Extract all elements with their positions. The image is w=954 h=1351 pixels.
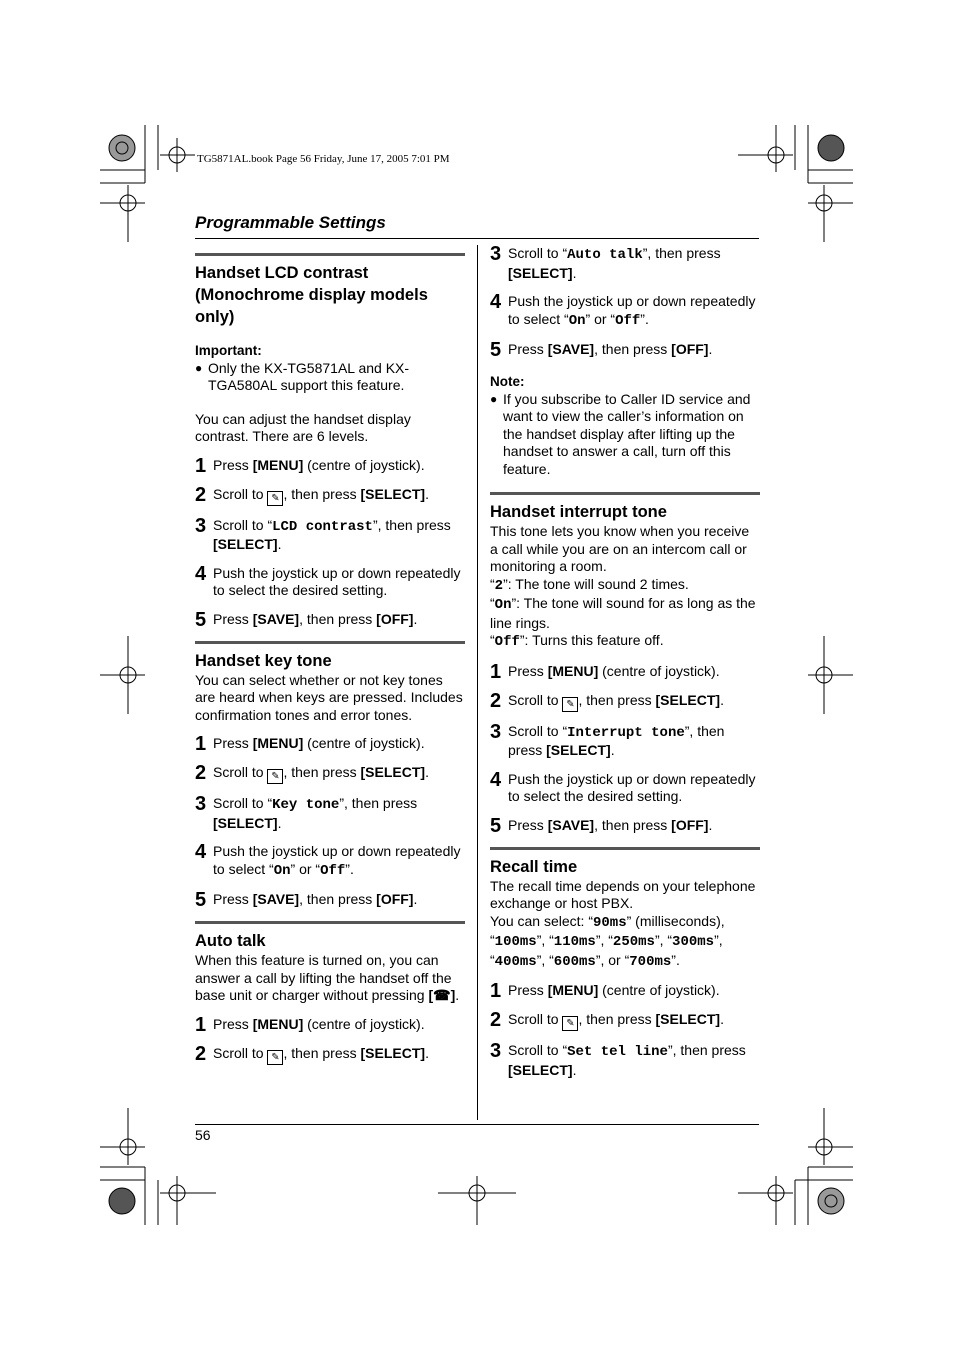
step-1: 1 Press [MENU] (centre of joystick). (195, 1013, 425, 1036)
option-off: “Off”: Turns this feature off. (490, 632, 664, 650)
step-1: 1 Press [MENU] (centre of joystick). (195, 454, 425, 477)
section-title: Handset interrupt tone (490, 503, 667, 521)
step-1: 1 Press [MENU] (centre of joystick). (490, 660, 720, 683)
settings-icon: ✎ (267, 769, 283, 784)
step-5: 5 Press [SAVE], then press [OFF]. (195, 608, 418, 631)
section-bar (490, 492, 760, 495)
settings-icon: ✎ (562, 1016, 578, 1031)
step-1: 1 Press [MENU] (centre of joystick). (195, 733, 425, 755)
step-3: 3 Scroll to “Interrupt tone”, then press [SELECT]. (490, 720, 725, 758)
section-auto-talk (195, 921, 465, 1065)
section-bar (195, 921, 465, 924)
step-3: 3 Scroll to “Set tel line”, then press [SELECT]. (490, 1040, 746, 1078)
page-number: 56 (195, 1127, 211, 1143)
bullet-dot: ● (490, 391, 498, 406)
section-bar (195, 253, 465, 256)
step-2: 2 Scroll to ✎ , then press [SELECT]. (490, 689, 724, 712)
autotalk-step-3: 3 Scroll to “Auto talk”, then press [SELECT]. (490, 243, 721, 281)
step-1: 1 Press [MENU] (centre of joystick). (490, 980, 720, 1002)
section-key-tone (195, 641, 465, 910)
step-5: 5 Press [SAVE], then press [OFF]. (195, 889, 418, 911)
step-4: 4 Push the joystick up or down repeatedly to select the desired setting. (195, 562, 461, 598)
step-2: 2 Scroll to ✎ , then press [SELECT]. (195, 483, 429, 506)
settings-icon: ✎ (267, 1050, 283, 1065)
important-bullet (195, 360, 465, 395)
step-4: 4 Push the joystick up or down repeatedly to select the desired setting. (490, 768, 756, 804)
section-recall-time (490, 847, 760, 1080)
step-2: 2 Scroll to ✎ , then press [SELECT]. (195, 762, 429, 784)
step-3: 3 Scroll to “LCD contrast”, then press [SELECT]. (195, 514, 451, 552)
intro-text: You can select whether or not key tones are heard when keys are pressed. Includes confirmation tones and error tones. (195, 671, 463, 723)
option-on: “On”: The tone will sound for as long as the line rings. (490, 595, 756, 631)
section-title: Recall time (490, 857, 578, 876)
autotalk-step-5: 5 Press [SAVE], then press [OFF]. (490, 339, 713, 361)
header-rule (195, 238, 759, 239)
talk-key-icon: [☎] (428, 987, 456, 1003)
left-column (195, 245, 465, 1065)
step-4: 4 Push the joystick up or down repeatedly to select “On” or “Off”. (195, 841, 461, 879)
intro-text: When this feature is turned on, you can answer a call by lifting the handset off the base unit or charger without pressing [☎]. (195, 952, 460, 1003)
right-column (490, 245, 760, 1079)
section-bar (195, 641, 465, 644)
step-3: 3 Scroll to “Key tone”, then press [SELECT]. (195, 793, 418, 831)
intro-text: This tone lets you know when you receive a call while you are on an intercom call or monitoring a room. (490, 523, 750, 574)
section-interrupt-tone (490, 492, 760, 835)
intro-text: You can adjust the handset display contrast. There are 6 levels. (195, 410, 411, 444)
section-title: Auto talk (195, 932, 266, 950)
important-label: Important: (195, 343, 262, 358)
section-lcd-contrast (195, 253, 465, 629)
recall-options: You can select: “90ms” (milliseconds), “100ms”, “110ms”, “250ms”, “300ms”, “400ms”, “600ms”, or “700ms”. (490, 912, 725, 970)
settings-icon: ✎ (267, 491, 283, 506)
section-bar (490, 847, 760, 850)
note-label: Note: (490, 374, 525, 389)
bullet-text: Only the KX-TG5871AL and KX-TGA580AL support this feature. (208, 359, 410, 393)
step-2: 2 Scroll to ✎ , then press [SELECT]. (490, 1009, 724, 1031)
step-5: 5 Press [SAVE], then press [OFF]. (490, 814, 713, 837)
autotalk-step-4: 4 Push the joystick up or down repeatedly to select “On” or “Off”. (490, 291, 756, 329)
bullet-dot: ● (195, 360, 203, 375)
settings-icon: ✎ (562, 697, 578, 712)
bullet-text: If you subscribe to Caller ID service and want to view the caller’s information on the handset display after lifting up the handset to answer a call, turn off this feature. (503, 390, 751, 477)
footer-rule (195, 1124, 759, 1125)
file-header: TG5871AL.book Page 56 Friday, June 17, 2005 7:01 PM (197, 153, 450, 165)
running-head: Programmable Settings (195, 213, 386, 232)
note-bullet (490, 391, 760, 479)
intro-text: The recall time depends on your telephone exchange or host PBX. (490, 877, 756, 911)
option-2: “2”: The tone will sound 2 times. (490, 575, 689, 594)
section-title: Handset key tone (195, 651, 332, 670)
section-title: Handset LCD contrast (Monochrome display models only) (195, 264, 428, 326)
step-2: 2 Scroll to ✎ , then press [SELECT]. (195, 1042, 429, 1065)
column-divider (477, 245, 478, 1120)
